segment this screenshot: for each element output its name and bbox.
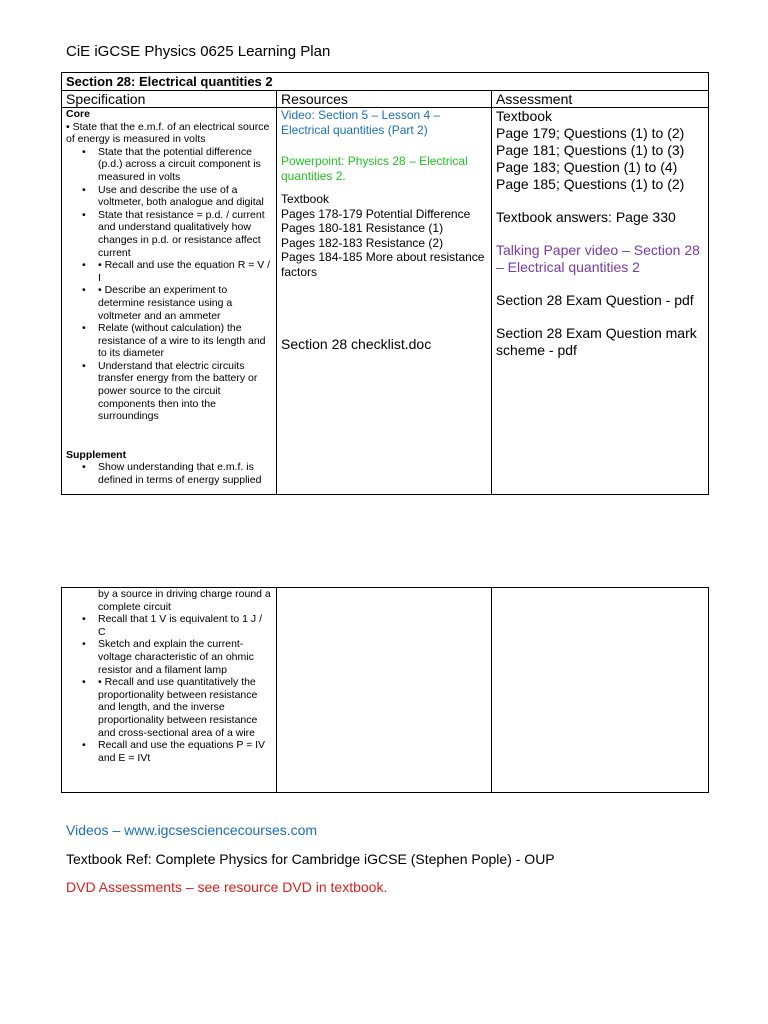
dvd-assessments: DVD Assessments – see resource DVD in textbook. <box>66 879 388 895</box>
talking-paper-link[interactable]: Talking Paper video – Section 28 – Electrical quantities 2 <box>496 242 700 275</box>
list-item: • Use and describe the use of a voltmeter, both analogue and digital <box>98 184 272 209</box>
exam-question-link[interactable]: Section 28 Exam Question - pdf <box>496 292 694 308</box>
assessment-page-ref: Page 183; Question (1) to (4) <box>496 159 678 175</box>
assessment-page-ref: Page 185; Questions (1) to (2) <box>496 176 685 192</box>
list-item: • Show understanding that e.m.f. is defined in terms of energy supplied <box>98 461 272 486</box>
resources-cell <box>277 108 492 495</box>
list-item: • State that the potential difference (p.d.) across a circuit component is measured in volts <box>98 146 272 184</box>
assessment-cell <box>492 108 709 495</box>
list-item: • • Recall and use the equation R = V / I <box>98 259 272 284</box>
continued-text: by a source in driving charge round a complete circuit <box>98 588 271 613</box>
assessment-cell-continued <box>492 588 709 793</box>
videos-link[interactable]: Videos – www.igcsesciencecourses.com <box>66 822 318 838</box>
resources-cell-continued <box>277 588 492 793</box>
textbook-answers: Textbook answers: Page 330 <box>496 209 676 225</box>
assessment-textbook-label: Textbook <box>496 108 553 124</box>
supplement-list-continued <box>66 613 272 764</box>
resource-page-ref: Pages 182-183 Resistance (2) <box>281 235 444 250</box>
assessment-pages <box>496 125 704 193</box>
column-header-row <box>62 91 709 108</box>
content-row-continued <box>62 588 709 793</box>
column-header-spec: Specification <box>62 91 277 108</box>
checklist-link[interactable]: Section 28 checklist.doc <box>281 336 432 352</box>
core-label: Core <box>66 108 90 120</box>
learning-plan-table <box>61 72 709 495</box>
supplement-label: Supplement <box>66 448 127 461</box>
core-intro: • State that the e.m.f. of an electrical source of energy is measured in volts <box>66 120 270 146</box>
resources-pages <box>281 207 487 280</box>
supplement-list <box>66 461 272 486</box>
resource-page-ref: Pages 184-185 More about resistance factors <box>281 250 485 279</box>
column-header-resources: Resources <box>277 91 492 108</box>
section-header-row <box>62 73 709 91</box>
list-item: • • Recall and use quantitatively the proportionality between resistance and length, and the inverse proportionality between resistance and cross-sectional area of a wire <box>98 676 272 739</box>
list-item: • Recall and use the equations P = IV and E = IVt <box>98 739 272 764</box>
column-header-assessment: Assessment <box>492 91 709 108</box>
list-item: • Sketch and explain the current-voltage characteristic of an ohmic resistor and a filament lamp <box>98 638 272 676</box>
specification-cell-continued <box>62 588 277 793</box>
list-item: • Understand that electric circuits transfer energy from the battery or power source to the circuit components then into the surroundings <box>98 360 272 423</box>
assessment-page-ref: Page 179; Questions (1) to (2) <box>496 125 685 141</box>
resource-page-ref: Pages 178-179 Potential Difference <box>281 206 471 221</box>
list-item: • State that resistance = p.d. / current and understand qualitatively how changes in p.d. or resistance affect current <box>98 209 272 259</box>
video-link[interactable]: Video: Section 5 – Lesson 4 – Electrical quantities (Part 2) <box>281 108 441 137</box>
specification-cell <box>62 108 277 495</box>
core-list <box>66 146 272 423</box>
resource-page-ref: Pages 180-181 Resistance (1) <box>281 221 444 235</box>
mark-scheme-link[interactable]: Section 28 Exam Question mark scheme - pdf <box>496 325 697 358</box>
textbook-ref: Textbook Ref: Complete Physics for Cambridge iGCSE (Stephen Pople) - OUP <box>66 851 555 867</box>
document-title: CiE iGCSE Physics 0625 Learning Plan <box>66 43 331 60</box>
assessment-page-ref: Page 181; Questions (1) to (3) <box>496 142 685 158</box>
list-item: • • Describe an experiment to determine resistance using a voltmeter and an ammeter <box>98 284 272 322</box>
learning-plan-table-continued <box>61 587 709 793</box>
powerpoint-link[interactable]: Powerpoint: Physics 28 – Electrical quantities 2. <box>281 154 468 183</box>
list-item: • Relate (without calculation) the resistance of a wire to its length and to its diameter <box>98 322 272 360</box>
content-row <box>62 108 709 495</box>
resources-textbook-label: Textbook <box>281 192 330 206</box>
section-title: Section 28: Electrical quantities 2 <box>62 73 709 91</box>
list-item: • Recall that 1 V is equivalent to 1 J / C <box>98 613 272 638</box>
